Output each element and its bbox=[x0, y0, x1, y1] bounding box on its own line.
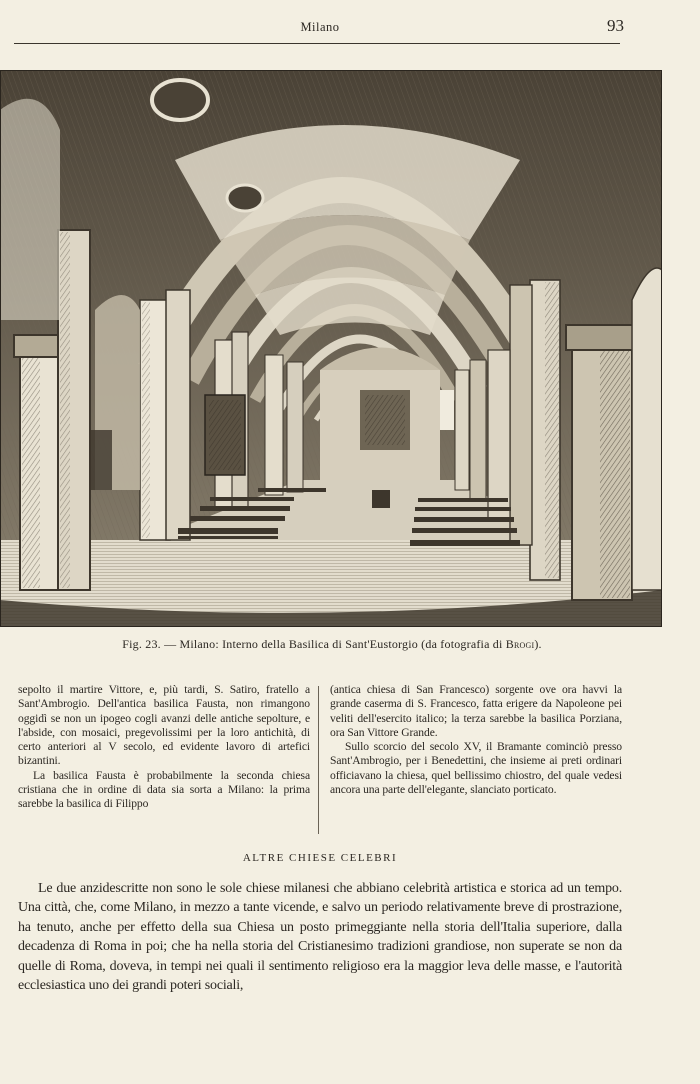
figure-caption bbox=[22, 637, 642, 652]
page-number: 93 bbox=[607, 16, 624, 35]
body-paragraph: Le due anzidescritte non sono le sole chiese milanesi che abbiano celebrità artistica e storica ad un tempo. Una città, che, come Milano, in mezzo a tante vicende, e salvo un periodo relativamente breve di prostrazione, ha tenuto, anche per effetto della sua Chiesa un posto primeggiante nella storia dell'Italia superiore, dalla decadenza di Roma in poi; che ha nella storia del Cristianesimo tradizioni grandiose, non superate se non da quelle di Roma, doveva, in tempi nei quali il sentimento religioso era la maggior leva delle masse, e l'autorità ecclesiastica uno dei grandi poteri sociali, bbox=[18, 881, 622, 994]
left-paragraph-1: sepolto il martire Vittore, e, più tardi, S. Satiro, fratello a Sant'Ambrogio. Dell'antica basilica Fausta, non rimangono oggidì se non un ipogeo cogli avanzi delle antiche sepolture, e l'abside, con mosaici, pregevolissimi per la loro antichità, di certo anteriori al V secolo, ed evidente lavoro di artefici bizantini. bbox=[18, 683, 310, 768]
header-rule bbox=[14, 43, 620, 44]
left-column bbox=[18, 683, 310, 812]
section-heading: ALTRE CHIESE CELEBRI bbox=[242, 852, 398, 864]
body-text bbox=[18, 879, 622, 995]
caption-main: Fig. 23. — Milano: Interno della Basilica di Sant'Eustorgio (da fotografia di bbox=[122, 637, 506, 651]
caption-credit: Brogi bbox=[505, 637, 535, 651]
basilica-interior-engraving bbox=[0, 70, 662, 627]
column-divider bbox=[318, 686, 319, 834]
right-paragraph-1: (antica chiesa di San Francesco) sorgente ove ora havvi la grande caserma di S. Francesco, fatta erigere da Napoleone pei veliti dell'esercito italico; la terza sarebbe la basilica Porziana, ora San Vittore Grande. bbox=[330, 683, 622, 739]
right-paragraph-2: Sullo scorcio del secolo XV, il Bramante cominciò presso Sant'Ambrogio, per i Benedettini, che insieme ai preti ordinari officiavano la chiesa, quel bellissimo chiostro, del quale vedesi ancora una parte dell'elegante, slanciato porticato. bbox=[330, 740, 622, 797]
caption-end: ). bbox=[534, 637, 542, 651]
right-column bbox=[330, 683, 622, 797]
running-title: Milano bbox=[300, 20, 340, 34]
running-head bbox=[0, 14, 700, 44]
left-paragraph-2: La basilica Fausta è probabilmente la seconda chiesa cristiana che in ordine di data sia sorta a Milano: la prima sarebbe la basilica di Filippo bbox=[18, 768, 310, 811]
